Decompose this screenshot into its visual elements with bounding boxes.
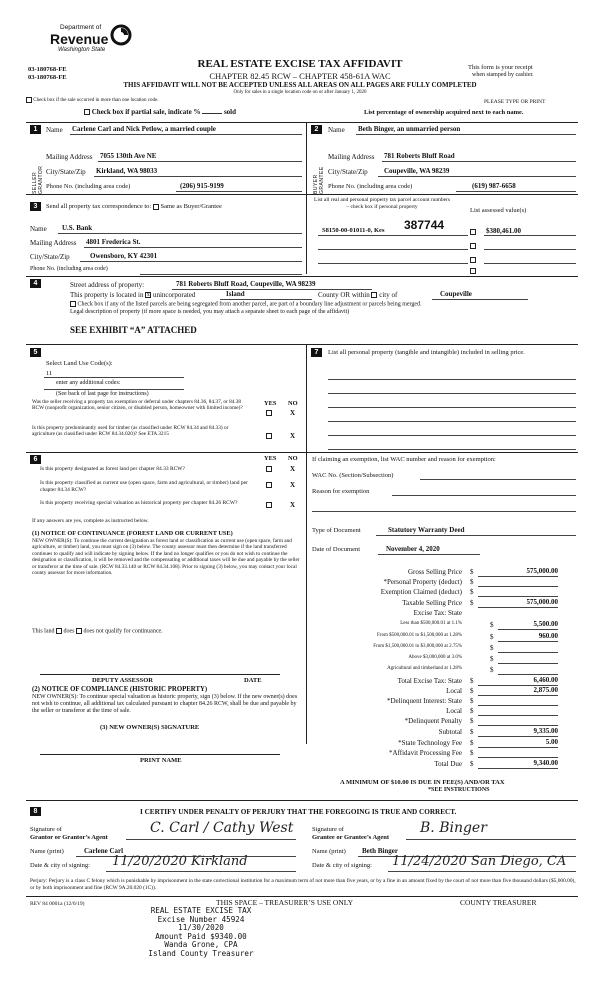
doc-type[interactable]: Statutory Warranty Deed <box>388 526 465 534</box>
grantee-signature[interactable]: B. Binger <box>420 820 487 836</box>
s6-if-yes: If any answers are yes, complete as instructed below. <box>32 518 149 524</box>
tax-dollar-sign: $ <box>470 687 474 695</box>
buyer-name[interactable]: Beth Binger, an unmarried person <box>358 125 461 133</box>
same-as-buyer-label: Same as Buyer/Grantee <box>160 203 222 210</box>
notice-1-title: (1) NOTICE OF CONTINUANCE (FOREST LAND OR CURRENT USE) <box>32 530 233 537</box>
corr-city-label: City/State/Zip <box>30 253 70 261</box>
see-exhibit: SEE EXHIBIT “A” ATTACHED <box>70 325 197 335</box>
logo-swirl-icon <box>110 24 132 46</box>
treasurer-stamp <box>126 907 276 959</box>
tax-total-due-value[interactable]: 9,340.00 <box>533 759 558 767</box>
certify-statement: I CERTIFY UNDER PENALTY OF PERJURY THAT THE FOREGOING IS TRUE AND CORRECT. <box>140 808 457 816</box>
logo-revenue: Revenue <box>50 31 109 47</box>
stamp-line-3: 11/30/2020 <box>178 923 224 933</box>
grantee-name-label: Name (print) <box>312 848 346 855</box>
s6-question-1: Is this property designated as forest land per chapter 84.33 RCW? <box>40 466 185 472</box>
perjury-statement: Perjury: Perjury is a class C felony which is punishable by imprisonment in the state correctional institution for a maximum term of not more than five years, or by a fine in an amount fixed by the court of not more than five thousand dollars ($5,000.00), or by both imprisonment and fine (RCW 9A.20.020 (1C)). <box>30 878 576 891</box>
see-instructions-note: *SEE INSTRUCTIONS <box>428 787 490 793</box>
tax-local-value[interactable]: 2,875.00 <box>533 686 558 694</box>
seller-address-label: Mailing Address <box>46 153 93 161</box>
s5-no-header: NO <box>288 400 298 407</box>
tax-dollar-sign: $ <box>470 588 474 596</box>
tax-dollar-sign: $ <box>470 728 474 736</box>
grantee-date[interactable]: 11/24/2020 San Diego, CA <box>392 854 567 869</box>
section-4-number: 4 <box>30 279 41 288</box>
form-chapter: CHAPTER 82.45 RCW – CHAPTER 458-61A WAC <box>209 71 391 81</box>
notice-1-body: NEW OWNER(S): To continue the current designation as forest land or classification as current use (open space, farm and agriculture, or timber) land, you must sign on (3) below. The county assessor must then determine if the land transferred continues to qualify and will indicate by signing below. If the land no longer qualifies or you do not wish to continue the designation or classification, it will be removed and the compensating or additional taxes will be due and payable by the seller or transferor at the time of sale. (RCW 84.33.140 or RCW 84.34.108). Prior to signing (3) below, you may contact your local county assessor for more information. <box>32 538 300 577</box>
tax-total-state-value[interactable]: 6,460.00 <box>533 676 558 684</box>
tax-gross-label: Gross Selling Price <box>407 568 462 576</box>
form-warning: THIS AFFIDAVIT WILL NOT BE ACCEPTED UNLESS ALL AREAS ON ALL PAGES ARE FULLY COMPLETED <box>123 81 477 89</box>
tax-taxable-value[interactable]: 575,000.00 <box>526 598 558 606</box>
treasurer-use-label: THIS SPACE – TREASURER’S USE ONLY <box>216 898 353 907</box>
parcel-header: List all real and personal property tax parcel account numbers – check box if personal property <box>313 197 451 210</box>
tax-excise-state-label: Excise Tax: State <box>413 609 462 617</box>
corr-city[interactable]: Owensboro, KY 42301 <box>90 252 158 260</box>
doc-type-label: Type of Document <box>312 527 361 534</box>
deputy-assessor-label: DEPUTY ASSESSOR <box>92 677 153 684</box>
s5-q2-no-mark[interactable]: X <box>290 432 296 440</box>
tax-dollar-sign: $ <box>490 621 494 629</box>
grantor-name-label: Name (print) <box>30 848 64 855</box>
seller-city[interactable]: Kirkland, WA 98033 <box>96 167 158 175</box>
county-label: County OR within city of <box>318 291 398 299</box>
s6-q3-no-mark[interactable]: X <box>290 501 296 509</box>
reason-label: Reason for exemption <box>312 488 370 495</box>
seller-name-label: Name <box>46 126 63 134</box>
grantee-date-label: Date & city of signing: <box>312 862 372 869</box>
assessed-value[interactable]: $380,461.00 <box>486 227 521 235</box>
s6-no-header: NO <box>288 455 298 462</box>
tax-dollar-sign: $ <box>470 707 474 715</box>
s6-q3-yes-checkbox[interactable] <box>266 502 272 508</box>
personal-property-label: List all personal property (tangible and intangible) included in selling price. <box>328 349 525 356</box>
partial-sale-sold: sold <box>223 108 237 116</box>
grantor-signature[interactable]: C. Carl / Cathy West <box>150 820 294 836</box>
tax-taxable-label: Taxable Selling Price <box>402 599 462 607</box>
seller-phone[interactable]: (206) 915-9199 <box>180 182 224 190</box>
parcel-stamp: 387744 <box>404 218 445 232</box>
see-back-label: (See back of last page for instructions) <box>56 391 149 397</box>
personal-property-checkbox-3[interactable] <box>470 257 476 263</box>
grantor-sig-of: Signature of <box>30 826 62 833</box>
section-2-number: 2 <box>311 125 322 134</box>
please-type: PLEASE TYPE OR PRINT <box>484 99 546 105</box>
property-street[interactable]: 781 Roberts Bluff Road, Coupeville, WA 98239 <box>176 280 316 288</box>
buyer-phone[interactable]: (619) 987-6658 <box>472 182 516 190</box>
s5-q1-no-mark[interactable]: X <box>290 409 296 417</box>
tax-tech-fee-value[interactable]: 5.00 <box>545 738 558 746</box>
tax-dollar-sign: $ <box>470 739 474 747</box>
seller-address[interactable]: 7055 130th Ave NE <box>100 152 157 160</box>
this-land-row: This land does does not qualify for continuance. <box>32 628 163 635</box>
ownership-note: List percentage of ownership acquired next to each name. <box>364 109 524 116</box>
buyer-side-label: BUYER GRANTEE <box>313 166 325 194</box>
tax-dollar-sign: $ <box>470 568 474 576</box>
additional-codes-label: enter any additional codes: <box>56 380 121 386</box>
tax-delinq-local-label: Local <box>446 707 462 715</box>
personal-property-checkbox-1[interactable] <box>470 229 476 235</box>
tax-dollar-sign: $ <box>490 666 494 674</box>
corr-address-label: Mailing Address <box>30 239 77 247</box>
land-use-code[interactable]: 11 <box>46 370 53 377</box>
doc-date-label: Date of Document <box>312 546 361 553</box>
personal-property-checkbox-2[interactable] <box>470 243 476 249</box>
form-number-1: 03-180768-FE <box>28 66 67 73</box>
county-treasurer-label: COUNTY TREASURER <box>460 898 537 907</box>
notice-2-title: (2) NOTICE OF COMPLIANCE (HISTORIC PROPERTY) <box>32 686 208 693</box>
section-1-number: 1 <box>30 125 41 134</box>
new-owner-signature-label: (3) NEW OWNER(S) SIGNATURE <box>100 724 200 731</box>
corr-name-label: Name <box>30 225 47 233</box>
seller-city-label: City/State/Zip <box>46 168 86 176</box>
s5-q2-yes-checkbox[interactable] <box>266 433 272 439</box>
form-number-2: 03-180768-FE <box>28 74 67 81</box>
receipt-note-1: This form is your receipt <box>468 64 533 71</box>
buyer-address-label: Mailing Address <box>328 153 375 161</box>
wac-label: WAC No. (Section/Subsection) <box>312 472 394 479</box>
logo-dept: Department of <box>60 24 102 31</box>
land-does-checkbox[interactable] <box>56 628 62 634</box>
multi-location-label: Check box if the sale occurred in more than one location code. <box>33 98 159 104</box>
tax-subtotal-value[interactable]: 9,335.00 <box>533 727 558 735</box>
seller-name[interactable]: Carlene Carl and Nick Petlow, a married couple <box>72 125 216 133</box>
tax-tier2-value[interactable]: 960.00 <box>538 632 558 640</box>
s5-q1-yes-checkbox[interactable] <box>266 410 272 416</box>
rev-number: REV 84 0001a (12/6/19) <box>30 901 85 907</box>
tax-total-due-label: Total Due <box>434 760 462 768</box>
s6-yes-header: YES <box>264 455 277 462</box>
grantor-name[interactable]: Carlene Carl <box>84 847 124 855</box>
form-title: REAL ESTATE EXCISE TAX AFFIDAVIT <box>197 58 403 70</box>
legal-label: Legal description of property (if more space is needed, you may attach a separate sheet to each page of the affidavit) <box>70 309 350 315</box>
street-label: Street address of property: <box>70 281 145 289</box>
tax-tech-fee-label: *State Technology Fee <box>398 739 462 747</box>
revenue-logo <box>48 22 138 58</box>
form-single-location: Only for sales in a single location code on or after January 1, 2020 <box>233 90 367 95</box>
grantor-date[interactable]: 11/20/2020 Kirkland <box>112 854 248 869</box>
stamp-line-6: Island County Treasurer <box>148 948 254 958</box>
assessed-header: List assessed value(s) <box>470 207 527 214</box>
tax-gross-value[interactable]: 575,000.00 <box>526 567 558 575</box>
stamp-line-1: REAL ESTATE EXCISE TAX <box>150 906 252 915</box>
tax-affidavit-fee-label: *Affidavit Processing Fee <box>389 749 462 757</box>
s6-q2-no-mark[interactable]: X <box>290 481 296 489</box>
grantor-sig-label: Grantor or Grantor’s Agent <box>30 834 108 841</box>
s6-q2-yes-checkbox[interactable] <box>266 482 272 488</box>
s5-question-2: Is this property predominantly used for timber (as classified under RCW 84.34 and 84.33) or agriculture (as classified under RCW 84.34.020)? See ETA 3215 <box>32 425 229 438</box>
property-city[interactable]: Coupeville <box>440 290 472 298</box>
grantee-sig-of: Signature of <box>312 826 344 833</box>
segregated-row: Check box if any of the listed parcels are being segregated from another parcel, are part of a boundary line adjustment or parcels being merged. <box>70 301 422 307</box>
deputy-date-label: DATE <box>244 677 262 684</box>
tax-dollar-sign: $ <box>470 697 474 705</box>
partial-sale-label: Check box if partial sale, indicate % <box>91 108 201 116</box>
s5-question-1: Was the seller receiving a property tax exemption or deferral under chapters 84.36, 84.37, or 84.38 RCW (nonprofit organization, senior citizen, or disabled person, homeowner with limited income)? <box>32 399 243 412</box>
tax-dollar-sign: $ <box>490 655 494 663</box>
located-row: This property is located in x unincorporated <box>70 291 196 299</box>
stamp-line-4: Amount Paid $9340.00 <box>155 931 247 941</box>
doc-date[interactable]: November 4, 2020 <box>386 545 440 553</box>
tax-tier3-label: From $1,500,000.01 to $3,000,000 at 2.75% <box>373 644 462 649</box>
personal-property-checkbox-4[interactable] <box>470 268 476 274</box>
city-checkbox[interactable] <box>371 292 377 298</box>
tax-tier5-label: Agricultural and timberland at 1.28% <box>387 666 462 671</box>
property-county[interactable]: Island <box>226 290 245 298</box>
tax-exemption-label: Exemption Claimed (deduct) <box>380 588 462 596</box>
seller-side-label: SELLER GRANTOR <box>32 165 44 194</box>
corr-phone-label: Phone No. (including area code) <box>30 266 108 272</box>
tax-dollar-sign: $ <box>490 633 494 641</box>
receipt-note-2: when stamped by cashier. <box>472 72 534 78</box>
s6-question-2: Is this property classified as current use (open space, farm and agricultural, or timber) land per chapter 84.34 RCW? <box>40 480 248 493</box>
segregated-checkbox[interactable] <box>70 301 76 307</box>
multi-location-row <box>26 97 158 103</box>
notice-2-body: NEW OWNER(S): To continue special valuation as historic property, sign (3) below. If the new owner(s) does not wish to continue, all additional tax calculated pursuant to chapter 84.26 RCW, shall be due and payable by the seller or transferor at the time of sale. <box>32 694 298 714</box>
exemption-label: If claiming an exemption, list WAC number and reason for exemption: <box>312 456 496 463</box>
s5-yes-header: YES <box>264 400 277 407</box>
correspondence-label: Send all property tax correspondence to: Same as Buyer/Grantee <box>46 203 222 210</box>
land-does-not-checkbox[interactable] <box>76 628 82 634</box>
tax-tier4-label: Above $3,000,000 at 3.0% <box>408 655 462 660</box>
tax-local-label: Local <box>446 687 462 695</box>
section-7-number: 7 <box>311 348 322 357</box>
grantee-name[interactable]: Beth Binger <box>362 847 398 855</box>
buyer-address[interactable]: 781 Roberts Bluff Road <box>384 152 455 160</box>
land-use-label: Select Land Use Code(s): <box>46 360 113 367</box>
s6-question-3: Is this property receiving special valuation as historical property per chapter 84.26 RCW? <box>40 500 238 506</box>
multi-location-checkbox[interactable] <box>26 97 32 103</box>
logo-state: Washington State <box>58 47 106 53</box>
tax-delinq-int-label: *Delinquent Interest: State <box>386 697 462 705</box>
grantee-sig-label: Grantee or Grantee’s Agent <box>312 834 390 841</box>
stamp-line-2: Excise Number 45924 <box>157 914 245 924</box>
unincorporated-checkbox[interactable]: x <box>146 292 150 299</box>
partial-sale-checkbox[interactable] <box>84 109 90 115</box>
buyer-city-label: City/State/Zip <box>328 168 368 176</box>
buyer-city[interactable]: Coupeville, WA 98239 <box>384 167 450 175</box>
tax-personal-label: *Personal Property (deduct) <box>383 578 462 586</box>
tax-dollar-sign: $ <box>470 717 474 725</box>
same-as-buyer-checkbox[interactable] <box>153 204 159 210</box>
minimum-note: A MINIMUM OF $10.00 IS DUE IN FEE(S) AND/OR TAX <box>340 779 505 786</box>
stamp-line-5: Wanda Grone, CPA <box>164 940 238 950</box>
section-3-number: 3 <box>30 202 41 211</box>
section-8-number: 8 <box>30 807 41 816</box>
grantor-date-label: Date & city of signing: <box>30 862 90 869</box>
tax-total-state-label: Total Excise Tax: State <box>397 677 462 685</box>
s6-q1-yes-checkbox[interactable] <box>266 466 272 472</box>
buyer-name-label: Name <box>328 126 345 134</box>
section-5-number: 5 <box>30 348 41 357</box>
tax-dollar-sign: $ <box>470 749 474 757</box>
print-name-label: PRINT NAME <box>140 757 182 764</box>
seller-phone-label: Phone No. (including area code) <box>46 183 131 190</box>
tax-dollar-sign: $ <box>470 760 474 768</box>
tax-tier2-label: From $500,000.01 to $1,500,000 at 1.28% <box>377 633 462 638</box>
buyer-phone-label: Phone No. (including area code) <box>328 183 413 190</box>
section-6-number: 6 <box>30 455 41 464</box>
tax-tier1-value[interactable]: 5,500.00 <box>533 620 558 628</box>
s6-q1-no-mark[interactable]: X <box>290 465 296 473</box>
tax-dollar-sign: $ <box>470 677 474 685</box>
tax-dollar-sign: $ <box>490 644 494 652</box>
corr-name[interactable]: U.S. Bank <box>62 224 93 232</box>
tax-tier1-label: Less than $500,000.01 at 1.1% <box>400 621 462 626</box>
parcel-number[interactable]: S8150-00-01011-0, Kes <box>322 227 385 234</box>
tax-dollar-sign: $ <box>470 578 474 586</box>
tax-subtotal-label: Subtotal <box>438 728 462 736</box>
tax-dollar-sign: $ <box>470 599 474 607</box>
partial-sale-row <box>84 108 236 116</box>
tax-delinq-pen-label: *Delinquent Penalty <box>404 717 462 725</box>
corr-address[interactable]: 4801 Frederica St. <box>86 238 141 246</box>
